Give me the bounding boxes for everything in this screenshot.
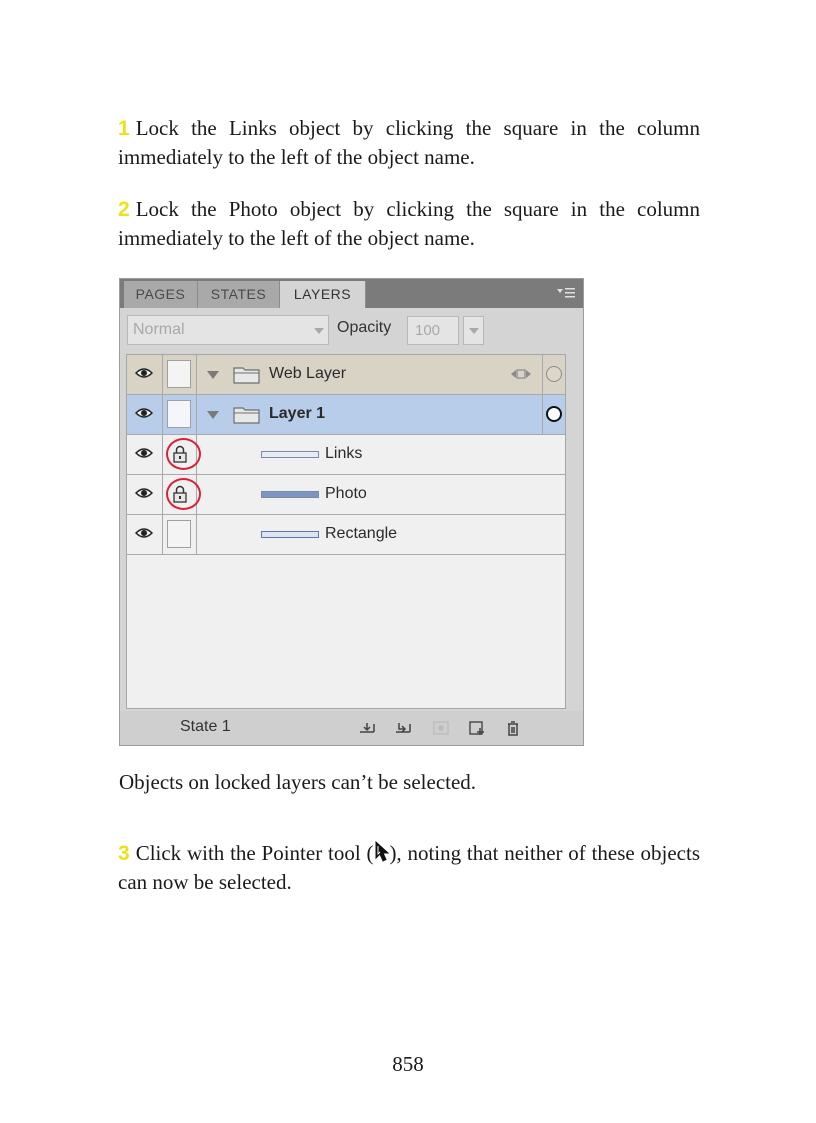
distribute-to-states-icon[interactable]: [358, 720, 376, 736]
layer-row-rectangle[interactable]: [127, 515, 565, 555]
opacity-label: Opacity: [337, 319, 392, 336]
step-3-text-after: ), noting that neither of these objects can now be selected.: [118, 841, 700, 894]
lock-toggle[interactable]: [163, 515, 197, 554]
layer-name: Layer 1: [269, 405, 326, 422]
eye-icon: [135, 447, 153, 459]
visibility-toggle[interactable]: [127, 435, 163, 474]
highlight-circle: [166, 438, 201, 470]
tab-states[interactable]: STATES: [198, 281, 280, 308]
new-layer-icon[interactable]: [468, 720, 486, 736]
object-thumbnail: [261, 451, 319, 458]
step-1-paragraph: [118, 114, 700, 171]
share-layer-icon: [511, 368, 531, 380]
pointer-tool-icon: [373, 841, 389, 863]
visibility-toggle[interactable]: [127, 515, 163, 554]
layers-panel: [119, 278, 584, 746]
layer-list: [126, 354, 566, 709]
step-3-paragraph: [118, 839, 700, 896]
folder-icon: [233, 365, 261, 385]
layer-name: Links: [325, 445, 363, 462]
lock-box: [167, 360, 191, 388]
lock-box: [167, 520, 191, 548]
state-label: State 1: [180, 718, 231, 735]
folder-icon: [233, 405, 261, 425]
new-sub-layer-icon[interactable]: [394, 720, 412, 736]
lock-toggle[interactable]: [163, 435, 197, 474]
highlight-circle: [166, 478, 201, 510]
panel-tab-bar: [120, 279, 583, 308]
object-thumbnail: [261, 531, 319, 538]
object-thumbnail: [261, 491, 319, 498]
step-3-text-before: Click with the Pointer tool (: [135, 841, 374, 865]
visibility-toggle[interactable]: [127, 395, 163, 434]
expand-triangle-icon[interactable]: [207, 371, 219, 379]
step-2-paragraph: [118, 195, 700, 252]
step-2-text: Lock the Photo object by clicking the square in the column immediately to the left of the object name.: [118, 197, 700, 250]
step-3-number: 3: [118, 842, 130, 865]
lock-toggle[interactable]: [163, 355, 197, 394]
layer-name: Photo: [325, 485, 367, 502]
layer-name: Rectangle: [325, 525, 398, 542]
lock-box: [167, 400, 191, 428]
opacity-dropdown-button[interactable]: [463, 316, 484, 345]
layer-row-web-layer[interactable]: [127, 355, 565, 395]
panel-menu-icon[interactable]: [557, 285, 575, 301]
target-circle-icon[interactable]: [546, 406, 562, 422]
step-2-number: 2: [118, 198, 130, 221]
figure-caption: Objects on locked layers can’t be selected.: [119, 770, 477, 794]
target-circle-icon[interactable]: [546, 366, 562, 382]
tab-pages[interactable]: PAGES: [124, 281, 198, 308]
blend-mode-value: Normal: [133, 321, 185, 338]
layer-name: Web Layer: [269, 365, 347, 382]
tab-layers[interactable]: LAYERS: [280, 281, 366, 308]
panel-status-bar: [120, 711, 583, 745]
eye-icon: [135, 407, 153, 419]
visibility-toggle[interactable]: [127, 355, 163, 394]
visibility-toggle[interactable]: [127, 475, 163, 514]
step-1-text: Lock the Links object by clicking the square in the column immediately to the left of the object name.: [118, 116, 700, 169]
layer-row-links[interactable]: [127, 435, 565, 475]
layer-row-layer-1[interactable]: [127, 395, 565, 435]
eye-icon: [135, 527, 153, 539]
chevron-down-icon: [314, 328, 324, 334]
blend-mode-select[interactable]: [127, 315, 329, 345]
eye-icon: [135, 367, 153, 379]
lock-toggle[interactable]: [163, 475, 197, 514]
layer-row-photo[interactable]: [127, 475, 565, 515]
expand-triangle-icon[interactable]: [207, 411, 219, 419]
lock-toggle[interactable]: [163, 395, 197, 434]
add-mask-icon[interactable]: [432, 720, 450, 736]
opacity-input[interactable]: 100: [407, 316, 459, 345]
delete-trash-icon[interactable]: [504, 720, 522, 736]
step-1-number: 1: [118, 117, 130, 140]
page-number: 858: [392, 1052, 424, 1076]
eye-icon: [135, 487, 153, 499]
chevron-down-icon: [469, 328, 479, 334]
